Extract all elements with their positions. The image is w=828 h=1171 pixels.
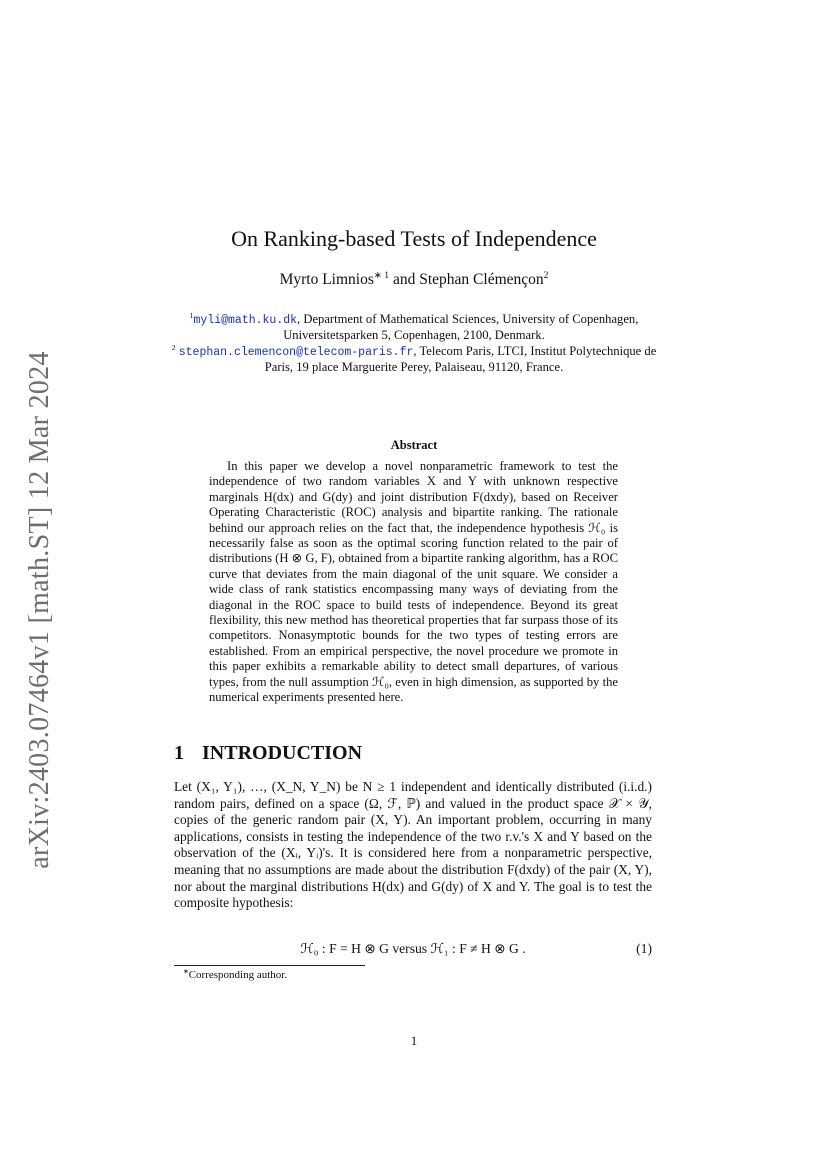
author-line — [0, 271, 828, 289]
affiliation-2 — [160, 344, 668, 376]
equation-1 — [174, 941, 652, 961]
affiliation-2-mark: 2 — [171, 342, 176, 352]
affiliation-1-mark: 1 — [189, 310, 194, 320]
equation-body: ℋ₀ : F = H ⊗ G versus ℋ₁ : F ≠ H ⊗ G . — [300, 941, 526, 956]
section-number: 1 — [174, 742, 184, 764]
paper-title: On Ranking-based Tests of Independence — [231, 226, 597, 251]
author-1-marks: ∗ 1 — [373, 269, 390, 281]
footnote — [183, 969, 287, 981]
author-connector: and — [392, 271, 416, 288]
abstract-text: In this paper we develop a novel nonparametric framework to test the independence of two random variables X and Y with unknown respective marginals H(dx) and G(dy) and joint distribution F(dxdy), based on Receiver Operating Characteristic (ROC) analysis and bipartite ranking. The rationale behind our approach relies on the fact that, the independence hypothesis ℋ₀ is necessarily false as soon as the optimal scoring function related to the pair of distributions (H ⊗ G, F), obtained from a bipartite ranking algorithm, has a ROC curve that deviates from the main diagonal of the unit square. We consider a wide class of rank statistics encompassing many ways of deviating from the diagonal in the ROC space to build tests of independence. Beyond its great flexibility, this new method has theoretical properties that far surpass those of its competitors. Nonasymptotic bounds for the two types of testing errors are established. From an empirical perspective, the novel procedure we promote in this paper exhibits a remarkable ability to detect small departures, of various types, from the null assumption ℋ₀, even in high dimension, as supported by the numerical experiments presented here. — [209, 459, 618, 705]
abstract-heading: Abstract — [390, 438, 438, 452]
arxiv-identifier-text: arXiv:2403.07464v1 [math.ST] 12 Mar 2024 — [24, 351, 55, 869]
author-2-mark: 2 — [543, 269, 549, 281]
affiliation-1-text: , Department of Mathematical Sciences, University of Copenhagen, Universitetsparken 5, Copenhagen, 2100, Denmark. — [283, 312, 639, 343]
affiliation-1-email-link[interactable]: myli@math.ku.dk — [193, 314, 298, 327]
introduction-paragraph: Let (X₁, Y₁), …, (X_N, Y_N) be N ≥ 1 independent and identically distributed (i.i.d.) random pairs, defined on a space (Ω, ℱ, ℙ) and valued in the product space 𝒳 × 𝒴, copies of the generic random pair (X, Y). An important problem, occurring in many applications, consists in testing the independence of the two r.v.'s X and Y based on the observation of the (Xᵢ, Yᵢ)'s. It is considered here from a nonparametric perspective, meaning that no assumptions are made about the distribution F(dxdy) of the pair (X, Y), nor about the marginal distributions H(dx) and G(dy) of X and Y. The goal is to test the composite hypothesis: — [174, 779, 652, 911]
affiliations — [160, 312, 668, 376]
section-heading — [174, 742, 362, 765]
arxiv-identifier-stamp — [10, 345, 70, 875]
footnote-text: Corresponding author. — [188, 969, 288, 981]
page-number: 1 — [410, 1033, 418, 1048]
author-2-name: Stephan Clémençon — [419, 271, 544, 288]
footnote-rule — [174, 965, 365, 966]
affiliation-2-text: , Telecom Paris, LTCI, Institut Polytechnique de Paris, 19 place Marguerite Perey, Palaiseau, 91120, France. — [264, 343, 657, 375]
affiliation-1 — [160, 312, 668, 344]
footnote-mark: ∗ — [183, 968, 189, 976]
equation-number: (1) — [636, 941, 652, 956]
section-title: INTRODUCTION — [202, 742, 363, 764]
author-1-name: Myrto Limnios — [279, 271, 374, 288]
affiliation-2-email-link[interactable]: stephan.clemencon@telecom-paris.fr — [178, 345, 414, 359]
